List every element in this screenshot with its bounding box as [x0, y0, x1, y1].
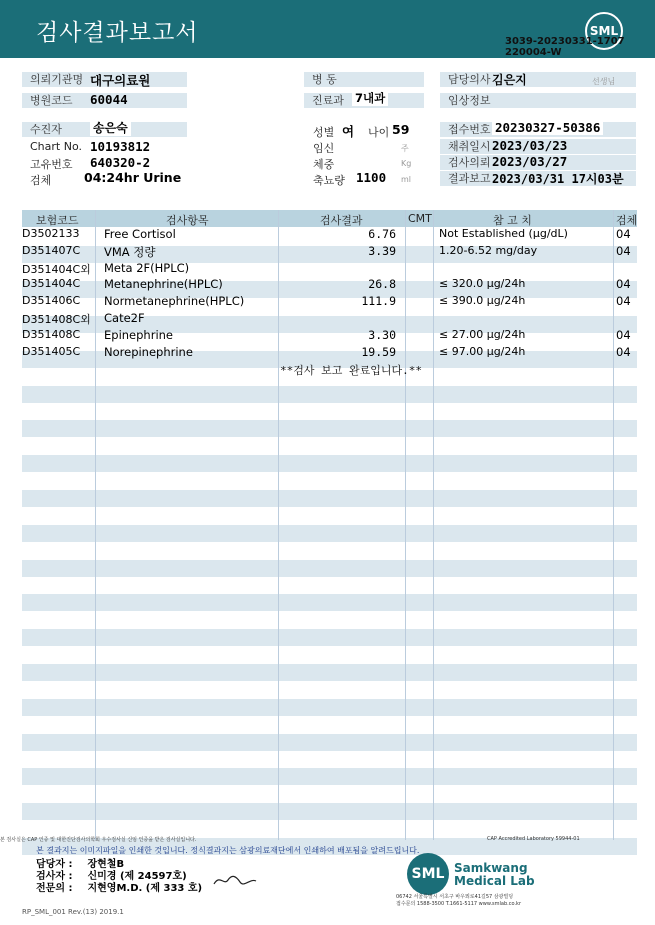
age-value: 59 — [392, 122, 410, 137]
cap-accreditation-text: CAP Accredited Laboratory 59944-01 — [487, 836, 580, 842]
report-complete-note: **검사 보고 완료입니다.** — [280, 364, 422, 377]
table-row-band — [22, 420, 637, 437]
specimen-label: 검체 — [30, 174, 52, 187]
table-row-band — [22, 560, 637, 577]
chart-value: 10193812 — [90, 139, 151, 154]
column-divider — [433, 210, 434, 840]
page-title: 검사결과보고서 — [36, 20, 199, 46]
dept-label: 진료과 — [304, 93, 424, 108]
row-insurance-code: D3502133 — [22, 227, 80, 240]
signer-specialist — [36, 879, 202, 894]
header-item: 검사항목 — [166, 214, 209, 227]
hospital-code-value: 60044 — [90, 92, 128, 107]
row-result-value: 3.30 — [368, 327, 396, 342]
table-row-band — [22, 768, 637, 785]
sml-logo: SML — [585, 12, 623, 50]
column-divider — [278, 210, 279, 840]
report-code — [505, 36, 625, 58]
row-insurance-code: D351406C — [22, 294, 81, 308]
form-number: RP_SML_001 Rev.(13) 2019.1 — [22, 908, 124, 916]
lab-address-line2: 접수문의 1588-3500 T.1661-5117 www.smlab.co.kr — [396, 901, 521, 907]
row-reference-range: 1.20-6.52 mg/day — [439, 243, 538, 257]
brand-line2: Medical Lab — [454, 874, 535, 888]
weight-label: 체중 — [313, 158, 335, 171]
sml-brand-logo: SML — [407, 853, 449, 895]
clinical-label: 임상정보 — [440, 93, 636, 108]
table-row-band — [22, 803, 637, 820]
signer-staff-label: 담당자 : — [36, 859, 73, 870]
row-test-item: Epinephrine — [104, 327, 173, 342]
table-row-band — [22, 734, 637, 751]
ward-label: 병 동 — [304, 72, 424, 87]
signer-specialist-name: 지현영M.D. (제 333 호) — [87, 883, 203, 894]
table-row-band — [22, 386, 637, 403]
urine-label: 축뇨량 — [313, 174, 345, 187]
row-reference-range: Not Established (µg/dL) — [439, 227, 568, 240]
table-row-band — [22, 699, 637, 716]
print-notice: 본 결과지는 이미지파일을 인쇄한 것입니다. 정식결과지는 삼광의료재단에서 인쇄하여 배포됨을 알려드립니다. — [36, 846, 420, 855]
id-value: 640320-2 — [90, 155, 151, 170]
table-row-band — [22, 629, 637, 646]
patient-value: 송은숙 — [90, 119, 131, 136]
row-test-item: Norepinephrine — [104, 344, 193, 359]
row-insurance-code: D351408C외 — [22, 313, 91, 326]
row-test-item: Cate2F — [104, 311, 145, 325]
row-specimen-code: 04 — [616, 243, 631, 258]
specimen-value: 04:24hr Urine — [84, 170, 182, 185]
row-result-value: 6.76 — [368, 227, 396, 241]
header-specimen: 검체 — [616, 214, 638, 227]
report-code-line2: 220004-W — [505, 47, 562, 58]
signer-tester-label: 검사자 : — [36, 871, 73, 882]
patient-label: 수진자 — [22, 122, 187, 137]
brand-line1: Samkwang — [454, 861, 528, 875]
institution-label: 의뢰기관명 — [22, 72, 187, 87]
urine-unit: ml — [401, 175, 412, 184]
table-row-band — [22, 525, 637, 542]
age-label: 나이 — [368, 126, 390, 139]
chart-label: Chart No. — [30, 140, 82, 153]
request-label: 검사의뢰 — [440, 155, 636, 170]
doctor-label: 담당의사 — [440, 72, 636, 87]
id-label: 고유번호 — [30, 158, 73, 171]
table-row-band — [22, 594, 637, 611]
hospital-code-label: 병원코드 — [22, 93, 187, 108]
table-row-band — [22, 664, 637, 681]
header-reference: 참 고 치 — [493, 214, 532, 227]
row-test-item: Meta 2F(HPLC) — [104, 260, 190, 275]
dept-value: 7내과 — [352, 90, 388, 106]
row-specimen-code: 04 — [616, 227, 631, 241]
signer-tester-name: 신미경 (제 24597호) — [87, 871, 187, 882]
row-result-value: 26.8 — [368, 277, 396, 292]
row-insurance-code: D351404C — [22, 277, 81, 291]
pregnancy-label: 임신 — [313, 142, 335, 155]
request-value: 2023/03/27 — [492, 154, 568, 169]
sex-value: 여 — [342, 124, 355, 139]
row-result-value: 111.9 — [361, 294, 396, 309]
header-cmt: CMT — [408, 212, 432, 225]
column-divider — [613, 210, 614, 840]
row-reference-range: ≤ 97.00 µg/24h — [439, 344, 526, 358]
row-insurance-code: D351408C — [22, 327, 81, 341]
institution-value: 대구의료원 — [90, 73, 151, 88]
signature-image — [212, 872, 258, 888]
doctor-value: 김은지 — [492, 73, 527, 87]
sex-label: 성별 — [313, 126, 335, 139]
receipt-value: 20230327-50386 — [492, 120, 603, 135]
row-insurance-code: D351407C — [22, 243, 81, 257]
row-reference-range: ≤ 320.0 µg/24h — [439, 277, 526, 291]
pregnancy-unit: 주 — [401, 144, 409, 153]
row-test-item: Normetanephrine(HPLC) — [104, 294, 245, 309]
row-specimen-code: 04 — [616, 344, 631, 359]
lab-address-line1: 06742 서울특별시 서초구 바우뫼로41길57 삼광빌딩 — [396, 894, 514, 900]
doctor-suffix: 선생님 — [592, 77, 616, 86]
header-code: 보험코드 — [36, 214, 79, 227]
signer-specialist-label: 전문의 : — [36, 883, 73, 894]
row-test-item: Free Cortisol — [104, 227, 176, 241]
row-specimen-code: 04 — [616, 294, 631, 309]
collect-label: 채취일시 — [440, 139, 636, 154]
table-row-band — [22, 455, 637, 472]
urine-value: 1100 — [356, 170, 387, 185]
row-test-item: VMA 정량 — [104, 244, 156, 259]
header-result: 검사결과 — [320, 214, 363, 227]
certification-text: 본 검사실은 CAP 인증 및 대한진단검사의학회 우수검사실 신임 인증을 받은 검사실입니다. — [0, 837, 197, 843]
row-result-value: 3.39 — [368, 243, 396, 258]
row-reference-range: ≤ 27.00 µg/24h — [439, 327, 526, 341]
row-insurance-code: D351404C외 — [22, 262, 91, 276]
row-specimen-code: 04 — [616, 327, 631, 342]
row-result-value: 19.59 — [361, 344, 396, 359]
weight-unit: Kg — [401, 159, 412, 168]
receipt-label: 접수번호 — [440, 122, 636, 137]
report-value: 2023/03/31 17시03분 — [492, 172, 624, 186]
column-divider — [405, 210, 406, 840]
row-test-item: Metanephrine(HPLC) — [104, 277, 223, 292]
report-code-line1: 3039-20230331-1707 — [505, 36, 625, 47]
lab-address — [396, 894, 521, 908]
report-label: 결과보고 — [440, 171, 636, 186]
row-specimen-code: 04 — [616, 277, 631, 292]
brand-name — [454, 862, 535, 888]
collect-value: 2023/03/23 — [492, 138, 568, 153]
row-insurance-code: D351405C — [22, 344, 81, 358]
table-row-band — [22, 490, 637, 507]
row-reference-range: ≤ 390.0 µg/24h — [439, 294, 526, 308]
signer-staff-name: 장현철B — [87, 859, 125, 870]
column-divider — [95, 210, 96, 840]
